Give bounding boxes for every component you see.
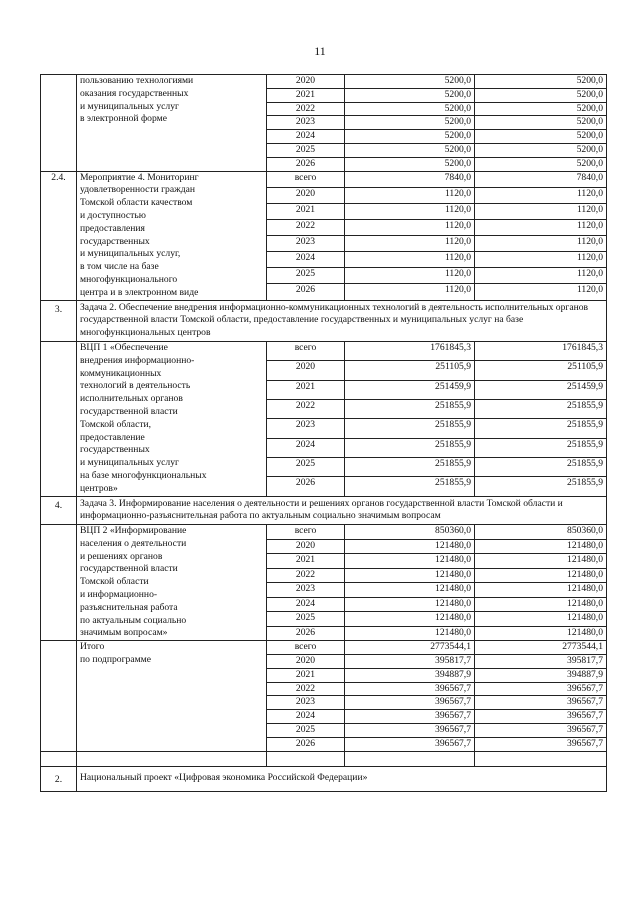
amount-total-cell: 5200,0 xyxy=(345,75,475,89)
amount-budget-cell: 251855,9 xyxy=(475,438,607,457)
table-row xyxy=(41,75,607,89)
amount-budget-cell: 5200,0 xyxy=(475,130,607,144)
amount-total-cell: 121480,0 xyxy=(345,539,475,554)
amount-total-cell: 396567,7 xyxy=(345,682,475,696)
spacer-year-cell xyxy=(267,751,345,766)
amount-budget-cell: 121480,0 xyxy=(475,583,607,598)
amount-budget-cell: 1120,0 xyxy=(475,203,607,219)
year-cell: 2022 xyxy=(267,682,345,696)
amount-budget-cell: 396567,7 xyxy=(475,737,607,751)
amount-budget-cell: 1120,0 xyxy=(475,219,607,235)
year-cell: 2021 xyxy=(267,88,345,102)
year-cell: 2021 xyxy=(267,203,345,219)
table-row xyxy=(41,341,607,360)
year-cell: 2025 xyxy=(267,268,345,284)
amount-total-cell: 251855,9 xyxy=(345,399,475,418)
section-title-cell: Задача 3. Информирование населения о деятельности и решениях органов государственной власти Томской области и информационно-разъяснительная работа по актуальным социально значимым вопросам xyxy=(77,496,607,525)
item-name-cell: Мероприятие 4. Мониторинг удовлетворенности граждан Томской области качеством и доступностью предоставления государственных и муниципальных услуг, в том числе на базе многофункционального центра и в электронном виде xyxy=(77,171,267,300)
amount-budget-cell: 1120,0 xyxy=(475,236,607,252)
amount-total-cell: 1120,0 xyxy=(345,203,475,219)
amount-budget-cell: 121480,0 xyxy=(475,612,607,627)
amount-budget-cell: 121480,0 xyxy=(475,597,607,612)
year-cell: 2022 xyxy=(267,102,345,116)
amount-budget-cell: 396567,7 xyxy=(475,710,607,724)
amount-total-cell: 1120,0 xyxy=(345,268,475,284)
year-cell: 2024 xyxy=(267,597,345,612)
year-cell: 2023 xyxy=(267,116,345,130)
budget-table xyxy=(40,74,607,792)
section-title-cell: Национальный проект «Цифровая экономика Российской Федерации» xyxy=(77,766,607,791)
spacer-name-cell xyxy=(77,751,267,766)
amount-budget-cell: 1120,0 xyxy=(475,268,607,284)
amount-total-cell: 394887,9 xyxy=(345,668,475,682)
year-cell: 2023 xyxy=(267,419,345,438)
year-cell: 2026 xyxy=(267,737,345,751)
amount-budget-cell: 394887,9 xyxy=(475,668,607,682)
amount-total-cell: 5200,0 xyxy=(345,157,475,171)
amount-total-cell: 396567,7 xyxy=(345,724,475,738)
year-cell: всего xyxy=(267,171,345,187)
year-cell: 2023 xyxy=(267,583,345,598)
year-cell: всего xyxy=(267,641,345,655)
year-cell: 2021 xyxy=(267,668,345,682)
section-title-cell: Задача 2. Обеспечение внедрения информационно-коммуникационных технологий в деятельность исполнительных органов государственной власти Томской области, предоставление государственных и муниципальных услуг на базе многофункциональных центров xyxy=(77,300,607,341)
year-cell: 2023 xyxy=(267,696,345,710)
amount-total-cell: 251855,9 xyxy=(345,419,475,438)
amount-budget-cell: 121480,0 xyxy=(475,626,607,641)
section-number-cell: 4. xyxy=(41,496,77,525)
amount-total-cell: 396567,7 xyxy=(345,710,475,724)
table-row xyxy=(41,641,607,655)
year-cell: 2025 xyxy=(267,143,345,157)
amount-budget-cell: 396567,7 xyxy=(475,682,607,696)
year-cell: 2026 xyxy=(267,284,345,300)
amount-total-cell: 1120,0 xyxy=(345,187,475,203)
year-cell: 2025 xyxy=(267,612,345,627)
amount-budget-cell: 1761845,3 xyxy=(475,341,607,360)
amount-budget-cell: 5200,0 xyxy=(475,157,607,171)
year-cell: 2022 xyxy=(267,399,345,418)
table-row xyxy=(41,171,607,187)
year-cell: 2021 xyxy=(267,380,345,399)
year-cell: 2025 xyxy=(267,457,345,476)
year-cell: 2025 xyxy=(267,724,345,738)
amount-total-cell: 850360,0 xyxy=(345,525,475,540)
amount-budget-cell: 251459,9 xyxy=(475,380,607,399)
amount-total-cell: 121480,0 xyxy=(345,554,475,569)
spacer-row xyxy=(41,751,607,766)
table-body xyxy=(41,75,607,792)
amount-budget-cell: 5200,0 xyxy=(475,143,607,157)
amount-total-cell: 1120,0 xyxy=(345,252,475,268)
page-number: 11 xyxy=(314,44,326,58)
year-cell: всего xyxy=(267,525,345,540)
amount-total-cell: 5200,0 xyxy=(345,130,475,144)
amount-total-cell: 251855,9 xyxy=(345,438,475,457)
amount-budget-cell: 396567,7 xyxy=(475,696,607,710)
item-number-cell xyxy=(41,75,77,172)
amount-budget-cell: 251855,9 xyxy=(475,419,607,438)
year-cell: 2024 xyxy=(267,130,345,144)
section-row xyxy=(41,766,607,791)
amount-total-cell: 251105,9 xyxy=(345,361,475,380)
amount-total-cell: 251855,9 xyxy=(345,477,475,496)
amount-budget-cell: 121480,0 xyxy=(475,539,607,554)
amount-total-cell: 121480,0 xyxy=(345,626,475,641)
year-cell: 2020 xyxy=(267,655,345,669)
amount-budget-cell: 251855,9 xyxy=(475,457,607,476)
amount-budget-cell: 5200,0 xyxy=(475,88,607,102)
item-number-cell xyxy=(41,341,77,496)
year-cell: 2023 xyxy=(267,236,345,252)
amount-total-cell: 5200,0 xyxy=(345,116,475,130)
amount-budget-cell: 5200,0 xyxy=(475,75,607,89)
item-name-cell: Итого по подпрограмме xyxy=(77,641,267,751)
item-number-cell xyxy=(41,641,77,751)
item-name-cell: пользованию технологиями оказания государственных и муниципальных услуг в электронной форме xyxy=(77,75,267,172)
amount-total-cell: 251855,9 xyxy=(345,457,475,476)
year-cell: 2020 xyxy=(267,75,345,89)
amount-budget-cell: 5200,0 xyxy=(475,116,607,130)
amount-total-cell: 121480,0 xyxy=(345,583,475,598)
amount-budget-cell: 1120,0 xyxy=(475,187,607,203)
year-cell: 2022 xyxy=(267,219,345,235)
amount-budget-cell: 7840,0 xyxy=(475,171,607,187)
amount-budget-cell: 1120,0 xyxy=(475,284,607,300)
year-cell: 2020 xyxy=(267,539,345,554)
year-cell: 2024 xyxy=(267,438,345,457)
spacer-amount-budget-cell xyxy=(475,751,607,766)
spacer-amount-total-cell xyxy=(345,751,475,766)
section-number-cell: 3. xyxy=(41,300,77,341)
amount-total-cell: 1120,0 xyxy=(345,284,475,300)
year-cell: всего xyxy=(267,341,345,360)
amount-total-cell: 1120,0 xyxy=(345,219,475,235)
amount-budget-cell: 396567,7 xyxy=(475,724,607,738)
amount-total-cell: 2773544,1 xyxy=(345,641,475,655)
amount-total-cell: 1761845,3 xyxy=(345,341,475,360)
table-row xyxy=(41,525,607,540)
year-cell: 2026 xyxy=(267,626,345,641)
amount-total-cell: 396567,7 xyxy=(345,696,475,710)
item-name-cell: ВЦП 2 «Информирование населения о деятельности и решениях органов государственной власти Томской области и информационно- разъяснительная работа по актуальным социально значимым вопросам» xyxy=(77,525,267,641)
year-cell: 2026 xyxy=(267,477,345,496)
year-cell: 2024 xyxy=(267,252,345,268)
year-cell: 2020 xyxy=(267,361,345,380)
year-cell: 2021 xyxy=(267,554,345,569)
spacer-number-cell xyxy=(41,751,77,766)
amount-total-cell: 7840,0 xyxy=(345,171,475,187)
amount-budget-cell: 5200,0 xyxy=(475,102,607,116)
amount-budget-cell: 251855,9 xyxy=(475,399,607,418)
amount-total-cell: 396567,7 xyxy=(345,737,475,751)
amount-total-cell: 121480,0 xyxy=(345,612,475,627)
amount-total-cell: 5200,0 xyxy=(345,102,475,116)
year-cell: 2020 xyxy=(267,187,345,203)
amount-budget-cell: 121480,0 xyxy=(475,554,607,569)
amount-total-cell: 121480,0 xyxy=(345,597,475,612)
amount-budget-cell: 850360,0 xyxy=(475,525,607,540)
item-number-cell xyxy=(41,525,77,641)
amount-budget-cell: 395817,7 xyxy=(475,655,607,669)
item-number-cell: 2.4. xyxy=(41,171,77,300)
amount-budget-cell: 121480,0 xyxy=(475,568,607,583)
section-row xyxy=(41,300,607,341)
amount-total-cell: 5200,0 xyxy=(345,88,475,102)
item-name-cell: ВЦП 1 «Обеспечение внедрения информационно- коммуникационных технологий в деятельность исполнительных органов государственной власти Томской области, предоставление государственных и муниципальных услуг на базе многофункциональных центров» xyxy=(77,341,267,496)
amount-total-cell: 121480,0 xyxy=(345,568,475,583)
year-cell: 2022 xyxy=(267,568,345,583)
amount-budget-cell: 251855,9 xyxy=(475,477,607,496)
section-number-cell: 2. xyxy=(41,766,77,791)
amount-budget-cell: 1120,0 xyxy=(475,252,607,268)
amount-budget-cell: 251105,9 xyxy=(475,361,607,380)
amount-total-cell: 395817,7 xyxy=(345,655,475,669)
section-row xyxy=(41,496,607,525)
amount-total-cell: 251459,9 xyxy=(345,380,475,399)
year-cell: 2024 xyxy=(267,710,345,724)
year-cell: 2026 xyxy=(267,157,345,171)
amount-total-cell: 5200,0 xyxy=(345,143,475,157)
amount-total-cell: 1120,0 xyxy=(345,236,475,252)
amount-budget-cell: 2773544,1 xyxy=(475,641,607,655)
